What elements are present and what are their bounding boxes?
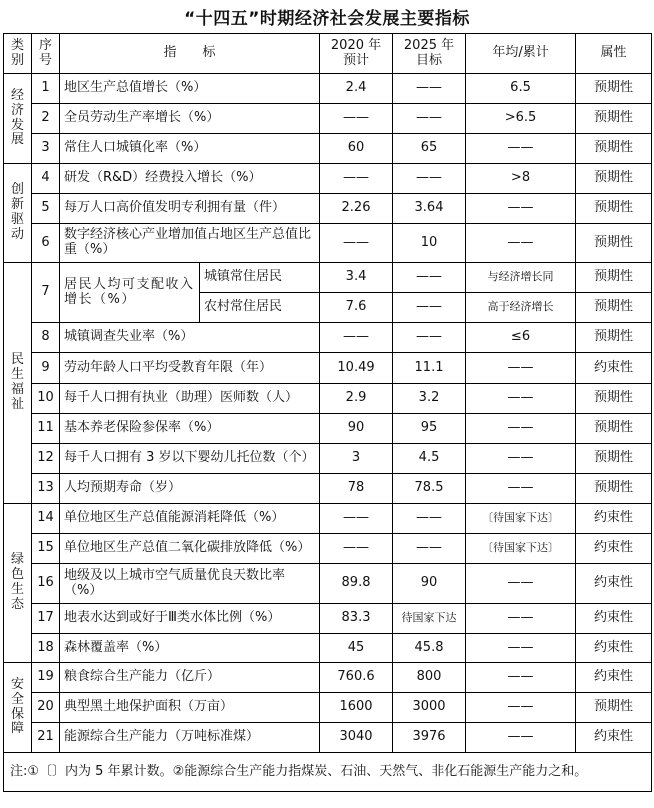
table-row [4, 534, 652, 564]
seq-cell: 16 [32, 564, 60, 604]
table-row [4, 564, 652, 604]
avg-cell: 〔待国家下达〕 [466, 534, 576, 564]
table-row [4, 663, 652, 693]
header-2025: 2025 年目标 [393, 34, 466, 74]
seq-cell: 21 [32, 723, 60, 753]
indicator-name-cell: 地区生产总值增长（%） [60, 74, 320, 104]
table-row [4, 74, 652, 104]
table-row [4, 104, 652, 134]
seq-cell: 2 [32, 104, 60, 134]
value-2020-cell: 3.4 [320, 263, 393, 293]
seq-cell: 1 [32, 74, 60, 104]
value-2020-cell: 83.3 [320, 604, 393, 634]
table-row [4, 723, 652, 753]
attribute-cell: 约束性 [576, 634, 652, 663]
value-2025-cell: —— [393, 74, 466, 104]
indicator-name-cell: 典型黑土地保护面积（万亩） [60, 693, 320, 723]
seq-cell: 4 [32, 164, 60, 194]
seq-cell: 19 [32, 663, 60, 693]
avg-cell: —— [466, 353, 576, 384]
value-2020-cell: 2.4 [320, 74, 393, 104]
value-2025-cell: 78.5 [393, 474, 466, 504]
table-row [4, 504, 652, 534]
value-2025-cell: 3.2 [393, 384, 466, 414]
avg-cell: —— [466, 194, 576, 224]
value-2020-cell: 89.8 [320, 564, 393, 604]
attribute-cell: 约束性 [576, 723, 652, 753]
table-row [4, 604, 652, 634]
table-header-row [4, 34, 652, 74]
indicators-table [3, 33, 652, 792]
indicator-name-cell: 劳动年龄人口平均受教育年限（年） [60, 353, 320, 384]
note-row [4, 753, 652, 792]
table-row [4, 194, 652, 224]
table-row [4, 384, 652, 414]
seq-cell: 11 [32, 414, 60, 444]
sub-indicator-cell: 农村常住居民 [200, 293, 320, 323]
value-2020-cell: 2.9 [320, 384, 393, 414]
attribute-cell: 约束性 [576, 564, 652, 604]
indicator-name-cell: 全员劳动生产率增长（%） [60, 104, 320, 134]
seq-cell: 15 [32, 534, 60, 564]
header-2020: 2020 年预计 [320, 34, 393, 74]
value-2025-cell: —— [393, 164, 466, 194]
attribute-cell: 预期性 [576, 384, 652, 414]
value-2020-cell: —— [320, 164, 393, 194]
seq-cell: 6 [32, 224, 60, 263]
attribute-cell: 预期性 [576, 444, 652, 474]
indicator-name-cell: 森林覆盖率（%） [60, 634, 320, 663]
indicator-name-cell: 基本养老保险参保率（%） [60, 414, 320, 444]
indicator-name-cell: 能源综合生产能力（万吨标准煤） [60, 723, 320, 753]
avg-cell: 高于经济增长 [466, 293, 576, 323]
avg-cell: —— [466, 634, 576, 663]
avg-cell: —— [466, 414, 576, 444]
table-row [4, 263, 652, 293]
attribute-cell: 预期性 [576, 224, 652, 263]
table-row [4, 414, 652, 444]
seq-cell: 13 [32, 474, 60, 504]
value-2025-cell: 待国家下达 [393, 604, 466, 634]
avg-cell: —— [466, 444, 576, 474]
header-seq: 序号 [32, 34, 60, 74]
table-row [4, 353, 652, 384]
value-2025-cell: —— [393, 104, 466, 134]
value-2025-cell: 3000 [393, 693, 466, 723]
attribute-cell: 预期性 [576, 263, 652, 293]
value-2020-cell: —— [320, 504, 393, 534]
value-2020-cell: —— [320, 534, 393, 564]
seq-cell: 17 [32, 604, 60, 634]
attribute-cell: 约束性 [576, 604, 652, 634]
avg-cell: 与经济增长同 [466, 263, 576, 293]
table-row [4, 134, 652, 164]
value-2020-cell: 3040 [320, 723, 393, 753]
avg-cell: —— [466, 134, 576, 164]
value-2020-cell: 78 [320, 474, 393, 504]
seq-cell: 7 [32, 263, 60, 323]
attribute-cell: 预期性 [576, 323, 652, 353]
avg-cell: 6.5 [466, 74, 576, 104]
indicator-name-cell: 研发（R&D）经费投入增长（%） [60, 164, 320, 194]
attribute-cell: 预期性 [576, 134, 652, 164]
indicator-name-cell: 粮食综合生产能力（亿斤） [60, 663, 320, 693]
indicator-name-cell: 城镇调查失业率（%） [60, 323, 320, 353]
value-2025-cell: 45.8 [393, 634, 466, 663]
value-2020-cell: 60 [320, 134, 393, 164]
category-cell: 民生福祉 [4, 263, 32, 504]
attribute-cell: 预期性 [576, 474, 652, 504]
category-cell: 经济发展 [4, 74, 32, 164]
table-row [4, 444, 652, 474]
header-category: 类别 [4, 34, 32, 74]
seq-cell: 3 [32, 134, 60, 164]
page-title: “十四五”时期经济社会发展主要指标 [184, 9, 470, 29]
seq-cell: 8 [32, 323, 60, 353]
note-text: 注:①〔〕内为 5 年累计数。②能源综合生产能力指煤炭、石油、天然气、非化石能源生产能力之和。 [4, 753, 652, 792]
avg-cell: —— [466, 384, 576, 414]
avg-cell: —— [466, 564, 576, 604]
value-2025-cell: 11.1 [393, 353, 466, 384]
avg-cell: —— [466, 663, 576, 693]
avg-cell: —— [466, 693, 576, 723]
attribute-cell: 预期性 [576, 164, 652, 194]
attribute-cell: 预期性 [576, 104, 652, 134]
indicator-name-cell: 地表水达到或好于Ⅲ类水体比例（%） [60, 604, 320, 634]
seq-cell: 18 [32, 634, 60, 663]
value-2025-cell: —— [393, 504, 466, 534]
header-indicator: 指 标 [60, 34, 320, 74]
seq-cell: 12 [32, 444, 60, 474]
attribute-cell: 约束性 [576, 504, 652, 534]
attribute-cell: 约束性 [576, 534, 652, 564]
header-attr: 属性 [576, 34, 652, 74]
attribute-cell: 约束性 [576, 353, 652, 384]
attribute-cell: 预期性 [576, 74, 652, 104]
value-2025-cell: —— [393, 263, 466, 293]
header-avg: 年均/累计 [466, 34, 576, 74]
value-2025-cell: —— [393, 323, 466, 353]
value-2020-cell: —— [320, 323, 393, 353]
avg-cell: 〔待国家下达〕 [466, 504, 576, 534]
avg-cell: >6.5 [466, 104, 576, 134]
table-row [4, 634, 652, 663]
value-2025-cell: 3.64 [393, 194, 466, 224]
value-2020-cell: 3 [320, 444, 393, 474]
seq-cell: 20 [32, 693, 60, 723]
indicator-name-cell: 每万人口高价值发明专利拥有量（件） [60, 194, 320, 224]
value-2020-cell: —— [320, 224, 393, 263]
indicator-name-cell: 数字经济核心产业增加值占地区生产总值比重（%） [60, 224, 320, 263]
seq-cell: 10 [32, 384, 60, 414]
indicator-name-cell: 每千人口拥有执业（助理）医师数（人） [60, 384, 320, 414]
indicator-name-cell: 每千人口拥有 3 岁以下婴幼儿托位数（个） [60, 444, 320, 474]
table-row [4, 693, 652, 723]
value-2025-cell: 90 [393, 564, 466, 604]
value-2020-cell: 45 [320, 634, 393, 663]
value-2025-cell: 65 [393, 134, 466, 164]
attribute-cell: 预期性 [576, 414, 652, 444]
table-row [4, 474, 652, 504]
category-cell: 安全保障 [4, 663, 32, 753]
value-2020-cell: 7.6 [320, 293, 393, 323]
table-row [4, 323, 652, 353]
value-2025-cell: 4.5 [393, 444, 466, 474]
value-2025-cell: 10 [393, 224, 466, 263]
indicator-name-cell: 居民人均可支配收入增长（%） [60, 263, 200, 323]
avg-cell: —— [466, 604, 576, 634]
value-2020-cell: 2.26 [320, 194, 393, 224]
indicator-name-cell: 单位地区生产总值能源消耗降低（%） [60, 504, 320, 534]
value-2020-cell: 1600 [320, 693, 393, 723]
seq-cell: 9 [32, 353, 60, 384]
avg-cell: —— [466, 474, 576, 504]
attribute-cell: 预期性 [576, 194, 652, 224]
seq-cell: 5 [32, 194, 60, 224]
indicator-name-cell: 单位地区生产总值二氧化碳排放降低（%） [60, 534, 320, 564]
indicator-name-cell: 人均预期寿命（岁） [60, 474, 320, 504]
value-2025-cell: 3976 [393, 723, 466, 753]
category-cell: 创新驱动 [4, 164, 32, 263]
avg-cell: —— [466, 224, 576, 263]
value-2020-cell: —— [320, 104, 393, 134]
attribute-cell: 预期性 [576, 693, 652, 723]
avg-cell: —— [466, 723, 576, 753]
value-2025-cell: 95 [393, 414, 466, 444]
category-cell: 绿色生态 [4, 504, 32, 663]
seq-cell: 14 [32, 504, 60, 534]
attribute-cell: 预期性 [576, 293, 652, 323]
value-2020-cell: 760.6 [320, 663, 393, 693]
table-row [4, 224, 652, 263]
attribute-cell: 约束性 [576, 663, 652, 693]
sub-indicator-cell: 城镇常住居民 [200, 263, 320, 293]
value-2025-cell: —— [393, 293, 466, 323]
table-row [4, 164, 652, 194]
indicator-name-cell: 地级及以上城市空气质量优良天数比率（%） [60, 564, 320, 604]
value-2020-cell: 10.49 [320, 353, 393, 384]
avg-cell: >8 [466, 164, 576, 194]
avg-cell: ≤6 [466, 323, 576, 353]
value-2025-cell: —— [393, 534, 466, 564]
value-2020-cell: 90 [320, 414, 393, 444]
value-2025-cell: 800 [393, 663, 466, 693]
indicator-name-cell: 常住人口城镇化率（%） [60, 134, 320, 164]
